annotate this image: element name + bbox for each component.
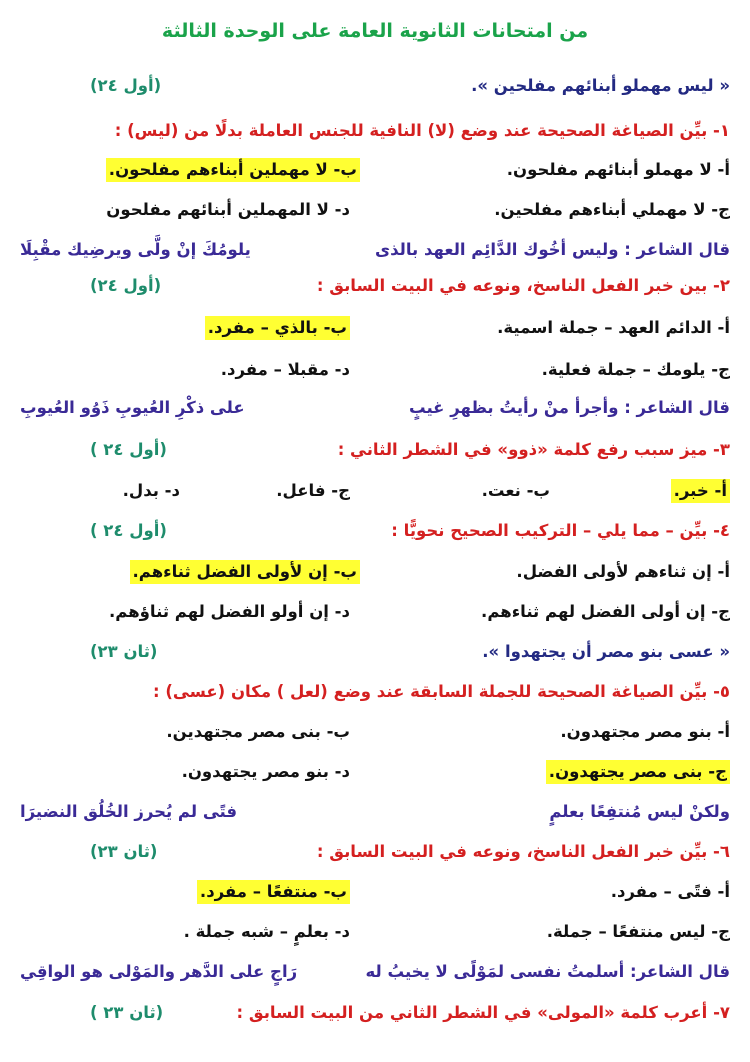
q5-question: ٥- بيِّن الصياغة الصحيحة للجملة السابقة عند وضع (لعل ) مكان (عسى) : — [153, 682, 730, 701]
q6-options-row2 — [0, 912, 750, 952]
q4-option-d: د- إن أولو الفضل لهم ثناؤهم. — [109, 602, 350, 621]
q4-option-a: أ- إن ثناءهم لأولى الفضل. — [516, 562, 730, 581]
q4-option-b: ب- إن لأولى الفضل ثناءهم. — [130, 560, 361, 584]
verse4-line — [0, 952, 750, 992]
q1-stem: « ليس مهملو أبنائهم مفلحين ». — [471, 76, 730, 95]
q2-option-b: ب- بالذي – مفرد. — [205, 316, 350, 340]
q6-option-c: ج- ليس منتفعًا – جملة. — [546, 922, 730, 941]
q3-question-line — [0, 430, 750, 470]
verse1-second: يلومُكَ إنْ ولَّى ويرضِيك مقْبِلَا — [20, 240, 251, 259]
q5-stem: « عسى بنو مصر أن يجتهدوا ». — [482, 642, 730, 661]
q5-option-d: د- بنو مصر يجتهدون. — [181, 762, 350, 781]
q6-question: ٦- بيِّن خبر الفعل الناسخ، ونوعه في البيت السابق : — [316, 842, 730, 861]
verse4-second: رَاجٍ على الدَّهر والمَوْلى هو الواقِي — [20, 962, 298, 981]
q1-stem-line — [0, 66, 750, 106]
q2-option-c: ج- يلومك – جملة فعلية. — [541, 360, 730, 379]
q5-options-row1 — [0, 712, 750, 752]
verse1-first: قال الشاعر : وليس أخُوك الدَّائِم العهد بالذى — [374, 240, 730, 259]
q2-question: ٢- بين خبر الفعل الناسخ، ونوعه في البيت السابق : — [316, 276, 730, 295]
q2-option-a: أ- الدائم العهد – جملة اسمية. — [497, 318, 730, 337]
q1-option-b: ب- لا مهملين أبناءهم مفلحون. — [106, 158, 360, 182]
q6-question-line — [0, 832, 750, 872]
q5-stem-line — [0, 632, 750, 672]
verse1-line — [0, 230, 750, 270]
q5-option-a: أ- بنو مصر مجتهدون. — [560, 722, 730, 741]
q6-options-row1 — [0, 872, 750, 912]
q4-question-line — [0, 511, 750, 551]
q5-source: (ثان ٢٣) — [90, 642, 158, 661]
q3-question: ٣- ميز سبب رفع كلمة «ذوو» في الشطر الثاني : — [337, 440, 730, 459]
verse3-first: ولكنْ ليس مُنتفِعًا بعلمٍ — [549, 802, 730, 821]
q6-option-b: ب- منتفعًا – مفرد. — [197, 880, 350, 904]
q7-question-line — [0, 993, 750, 1033]
verse2-line — [0, 388, 750, 428]
q7-source: (ثان ٢٣ ) — [90, 1003, 164, 1022]
verse2-first: قال الشاعر : وأجرأ منْ رأيتُ بظهرِ غيبٍ — [408, 398, 730, 417]
q1-option-d: د- لا المهملين أبنائهم مفلحون — [106, 200, 350, 219]
q3-option-b: ب- نعت. — [481, 481, 550, 500]
q1-source: (أول ٢٤) — [90, 76, 162, 95]
q5-option-b: ب- بنى مصر مجتهدين. — [166, 722, 350, 741]
q6-option-d: د- بعلمٍ – شبه جملة . — [183, 922, 350, 941]
q2-options-row1 — [0, 308, 750, 348]
q7-question: ٧- أعرب كلمة «المولى» في الشطر الثاني من البيت السابق : — [236, 1003, 730, 1022]
q3-source: (أول ٢٤ ) — [90, 440, 167, 459]
q1-option-a: أ- لا مهملو أبنائهم مفلحون. — [506, 160, 730, 179]
q1-options-row1 — [0, 150, 750, 190]
q5-question-line — [0, 672, 750, 712]
q4-option-c: ج- إن أولى الفضل لهم ثناءهم. — [481, 602, 730, 621]
verse2-second: على ذكْرِ العُيوبِ ذَوُو العُيوبِ — [20, 398, 245, 417]
q1-option-c: ج- لا مهملي أبناءهم مفلحين. — [494, 200, 730, 219]
verse3-line — [0, 792, 750, 832]
verse4-first: قال الشاعر: أسلمتُ نفسى لمَوْلًى لا يخيبُ له — [365, 962, 730, 981]
q2-option-d: د- مقبلا – مفرد. — [220, 360, 350, 379]
q1-question-line — [0, 111, 750, 151]
q5-option-c: ج- بنى مصر يجتهدون. — [546, 760, 730, 784]
q3-option-c: ج- فاعل. — [276, 481, 350, 500]
q4-options-row2 — [0, 592, 750, 632]
q4-question: ٤- بيِّن – مما يلي – التركيب الصحيح نحويًّا : — [391, 521, 730, 540]
q2-question-line — [0, 266, 750, 306]
q2-options-row2 — [0, 350, 750, 390]
q3-option-a: أ- خبر. — [671, 479, 730, 503]
q2-source: (أول ٢٤) — [90, 276, 162, 295]
q6-option-a: أ- فتًى – مفرد. — [610, 882, 730, 901]
q5-options-row2 — [0, 752, 750, 792]
q4-options-row1 — [0, 552, 750, 592]
verse3-second: فتًى لم يُحرز الخُلُق النضيرَا — [20, 802, 238, 821]
q3-option-d: د- بدل. — [122, 481, 180, 500]
q3-options-row — [0, 471, 750, 511]
q4-source: (أول ٢٤ ) — [90, 521, 167, 540]
q6-source: (ثان ٢٣) — [90, 842, 158, 861]
q1-options-row2 — [0, 190, 750, 230]
q1-question: ١- بيِّن الصياغة الصحيحة عند وضع (لا) النافية للجنس العاملة بدلًا من (ليس) : — [114, 121, 730, 140]
page-title: من امتحانات الثانوية العامة على الوحدة الثالثة — [161, 20, 589, 42]
